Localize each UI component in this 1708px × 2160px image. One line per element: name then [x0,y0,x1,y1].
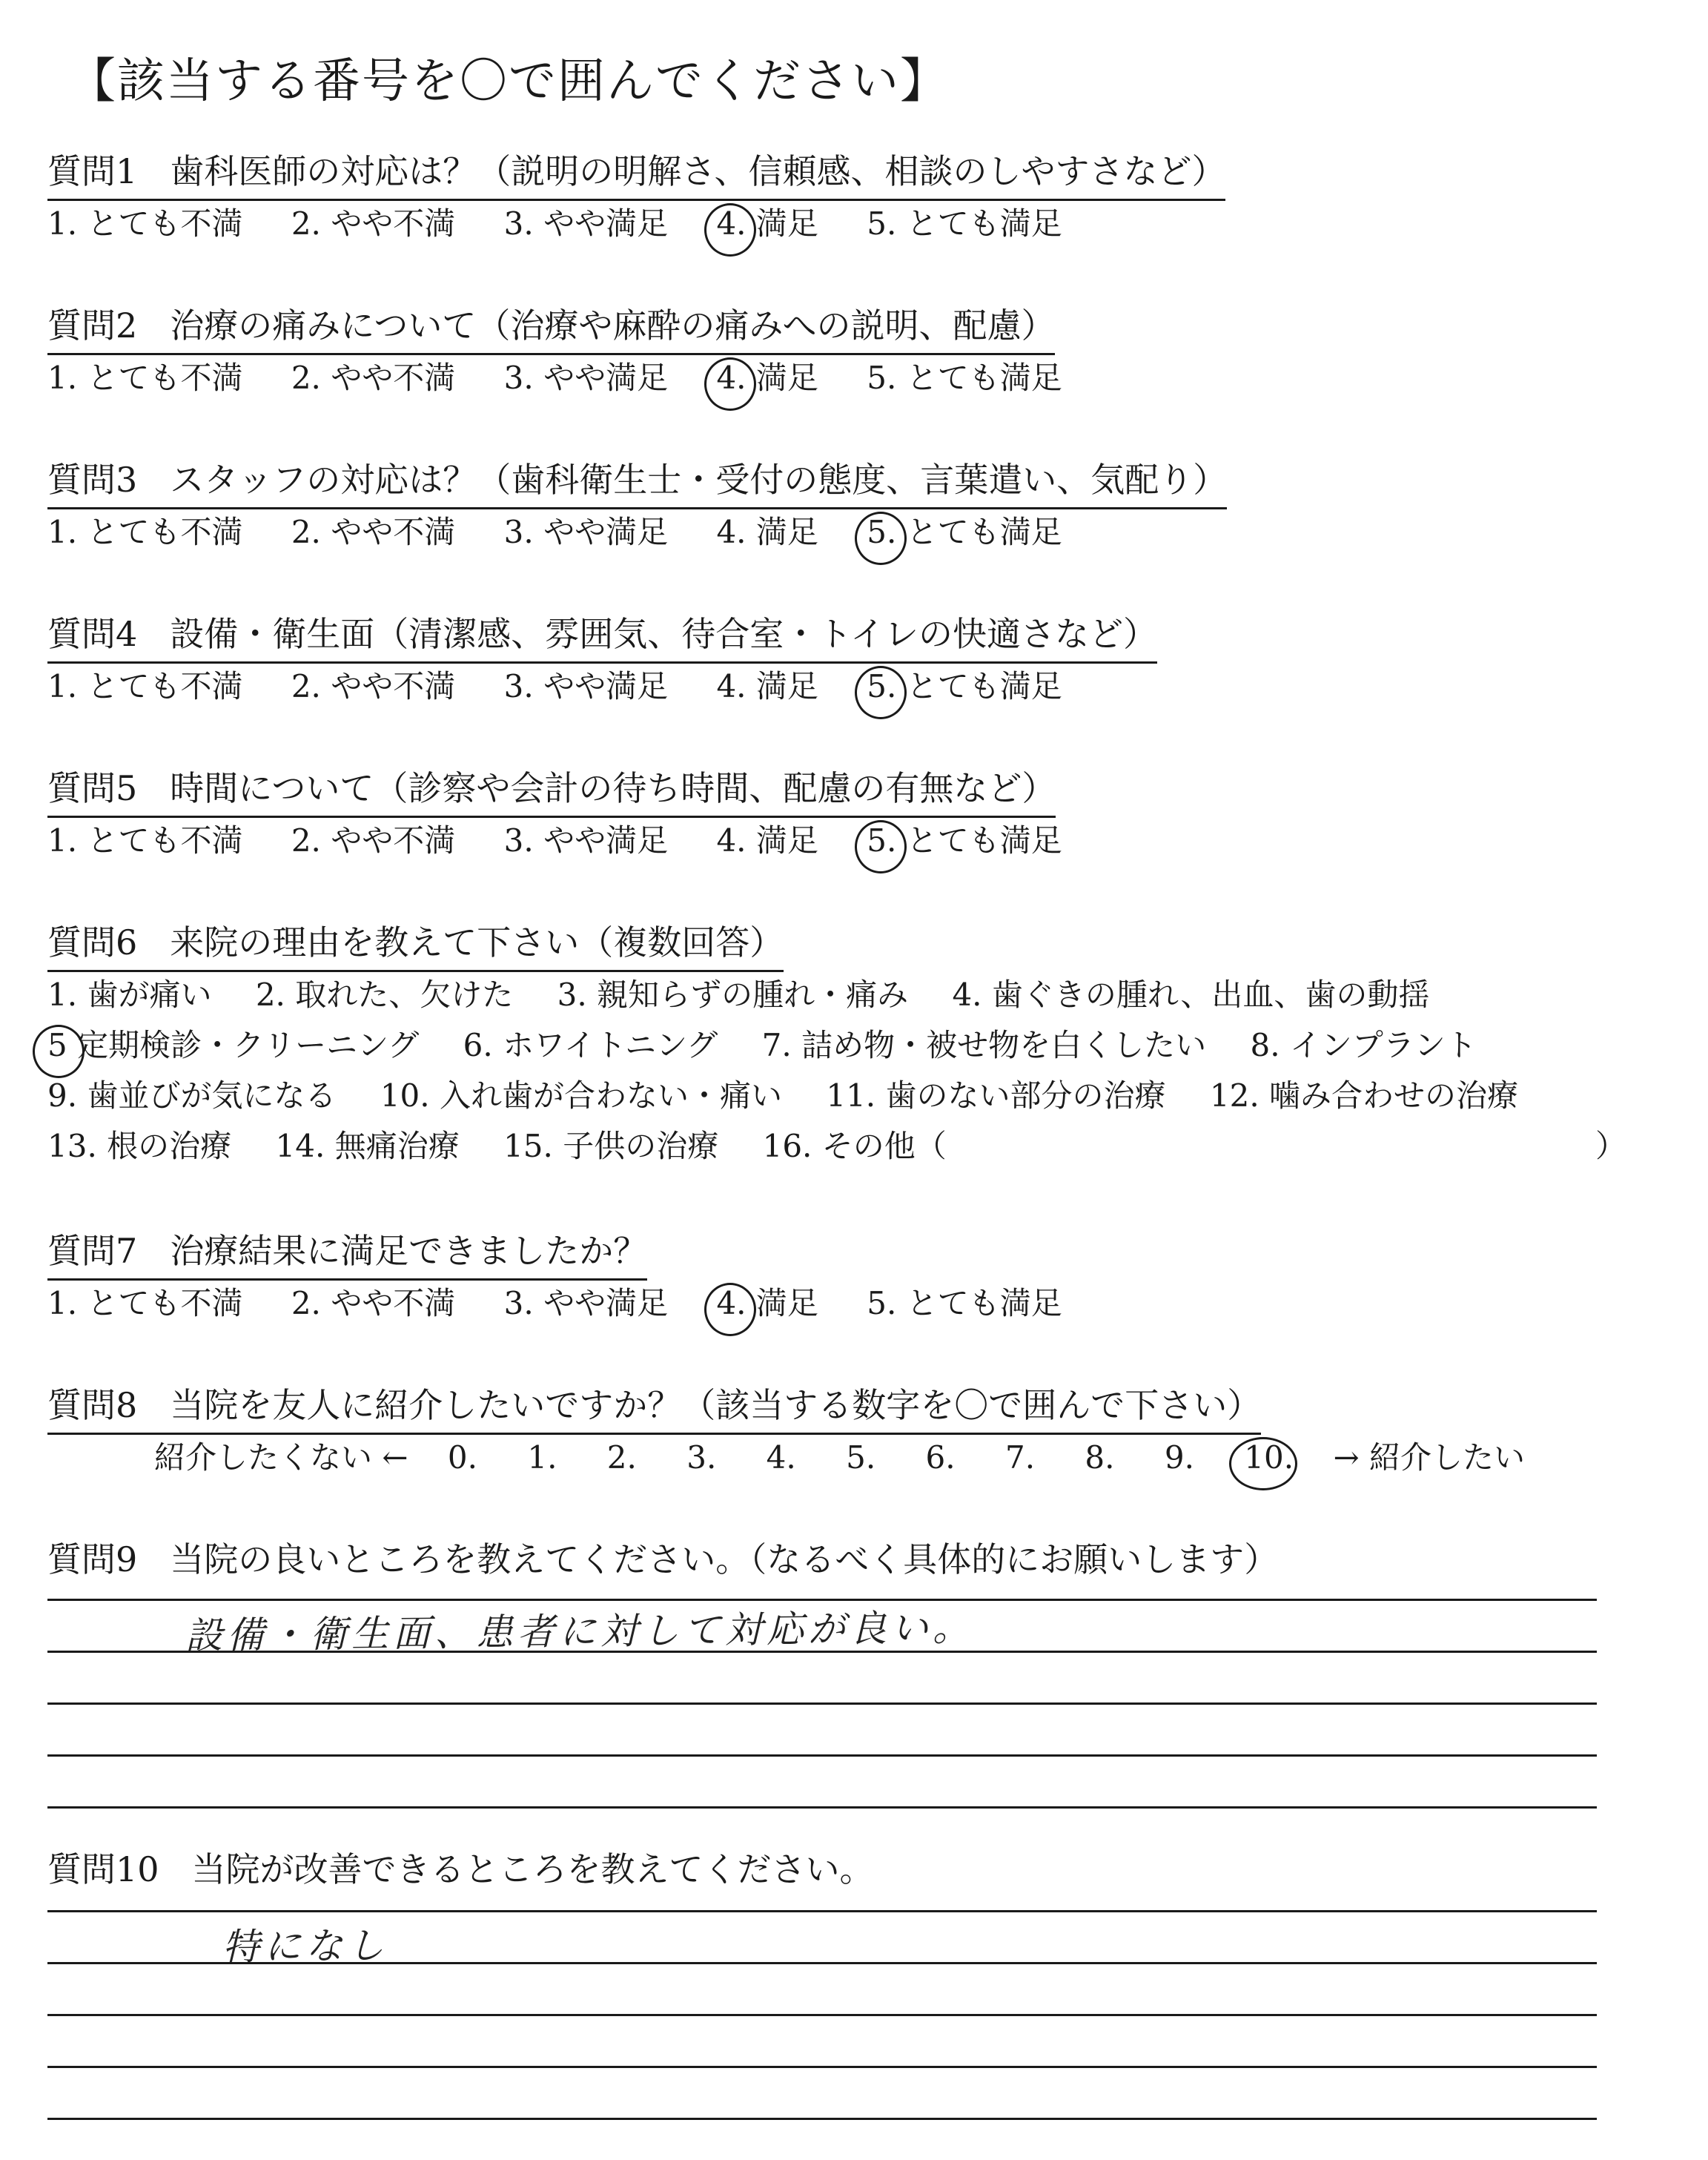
q6-option-13-num: 13. [47,1128,97,1164]
q5-option-3-num: 3. [503,822,534,859]
question-7-options [47,1281,1062,1326]
q7-option-1-label: とても不満 [87,1285,243,1321]
q6-option-11-num: 11. [826,1077,876,1114]
q6-other-close: ） [1595,1128,1627,1164]
q7-option-3-num: 3. [503,1285,534,1321]
q1-option-1-label: とても不満 [87,205,243,242]
q6-row-1 [47,973,1463,1017]
q6-option-12-label: 噛み合わせの治療 [1269,1077,1519,1114]
q1-option-5-num: 5. [867,205,897,242]
q6-option-8-label: インプラント [1289,1027,1477,1063]
answer-line [47,2118,1597,2120]
q7-option-4[interactable] [716,1281,818,1326]
question-10-number: 質問10 [47,1849,159,1889]
q6-option-16-num: 16. [762,1128,812,1164]
q7-option-3-label: やや満足 [543,1285,669,1321]
q6-option-5-num: 5 [47,1027,67,1063]
q1-option-1-num: 1. [47,205,78,242]
question-10-text: 当院が改善できるところを教えてください。 [191,1849,874,1889]
question-2-options [47,356,1062,400]
q2-option-3-label: やや満足 [543,360,669,396]
q1-option-4[interactable] [716,202,818,246]
q7-option-5-label: とても満足 [906,1285,1062,1321]
q6-row-4 [47,1124,981,1169]
q8-option-1[interactable]: 1. [527,1439,557,1476]
question-7-text: 治療結果に満足できましたか？ [170,1231,648,1271]
q3-option-4-num: 4. [716,514,747,550]
q3-option-2-label: やや不満 [331,514,456,550]
q6-option-8[interactable] [1250,1023,1476,1068]
question-9-number: 質問9 [47,1539,138,1579]
q6-option-6-label: ホワイトニング [503,1027,718,1063]
q6-option-3-label: 親知らずの腫れ・痛み [597,977,909,1013]
q6-option-16-label: その他（ [821,1128,947,1164]
question-8-number: 質問8 [47,1385,138,1425]
q6-option-6[interactable] [463,1023,718,1068]
q8-left-label: 紹介したくない ← [154,1439,408,1476]
q3-option-5[interactable] [867,510,1062,555]
q2-option-4-num: 4. [716,360,747,396]
question-2-text: 治療の痛みについて（治療や麻酔の痛みへの説明、配慮） [170,305,1056,346]
question-4-number: 質問4 [47,614,138,654]
q2-option-1[interactable] [47,356,242,400]
q1-option-5[interactable] [867,202,1062,246]
q2-option-3[interactable] [504,356,668,400]
q7-option-2-label: やや不満 [331,1285,456,1321]
q6-option-11[interactable] [826,1074,1165,1118]
question-4-title [47,611,1157,664]
q6-option-9[interactable] [47,1074,336,1118]
q8-option-8[interactable]: 8. [1085,1439,1115,1476]
q8-option-7[interactable]: 7. [1004,1439,1036,1476]
q6-option-5[interactable] [47,1023,419,1068]
q5-option-5[interactable] [867,819,1062,863]
q4-option-1-label: とても不満 [87,668,243,704]
q8-option-3[interactable]: 3. [686,1439,717,1476]
q6-option-7[interactable] [762,1023,1206,1068]
answer-line [47,1806,1597,1809]
q7-option-2[interactable] [291,1281,455,1326]
answer-line [47,1651,1597,1653]
q5-option-2-label: やや不満 [331,822,456,859]
q2-option-2[interactable] [291,356,455,400]
question-6-title [47,919,784,972]
page-header: 【該当する番号を〇で囲んでください】 [68,54,949,109]
q5-option-3-label: やや満足 [543,822,669,859]
q6-option-15[interactable] [503,1124,718,1169]
q8-option-5[interactable]: 5. [846,1439,876,1476]
q6-option-16[interactable] [763,1124,947,1169]
q6-option-1[interactable] [47,973,211,1017]
q4-option-5[interactable] [867,664,1062,709]
q2-option-5-label: とても満足 [906,360,1062,396]
q6-option-10-label: 入れ歯が合わない・痛い [439,1077,782,1114]
question-5-number: 質問5 [47,768,138,808]
q6-option-7-num: 7. [761,1027,792,1063]
q6-option-2[interactable] [256,973,513,1017]
answer-line [47,2066,1597,2068]
q8-option-10-num: 10. [1244,1439,1294,1476]
question-5-title [47,765,1056,818]
q4-option-2[interactable] [291,664,455,709]
question-8-title [47,1382,1261,1435]
q6-option-4[interactable] [952,973,1429,1017]
q2-option-4[interactable] [716,356,818,400]
q4-option-2-num: 2. [291,668,321,704]
q3-option-5-num: 5. [867,514,897,550]
q6-option-14[interactable] [276,1124,460,1169]
q8-option-10[interactable] [1244,1436,1294,1480]
q1-option-3-num: 3. [503,205,534,242]
q6-option-9-num: 9. [47,1077,78,1114]
q5-option-2-num: 2. [291,822,321,859]
q8-right-label: → 紹介したい [1333,1439,1525,1476]
answer-line [47,2014,1597,2016]
q4-option-4-num: 4. [716,668,747,704]
q5-option-2[interactable] [291,819,455,863]
question-6-number: 質問6 [47,922,138,962]
q4-option-4-label: 満足 [755,668,818,704]
q6-option-8-num: 8. [1250,1027,1280,1063]
q3-option-1-num: 1. [47,514,78,550]
q5-option-4-num: 4. [716,822,747,859]
question-3-title [47,457,1227,509]
question-1-text: 歯科医師の対応は？（説明の明解さ、信頼感、相談のしやすさなど） [170,151,1226,191]
question-8-text: 当院を友人に紹介したいですか？（該当する数字を〇で囲んで下さい） [170,1385,1262,1425]
q6-option-10[interactable] [380,1074,782,1118]
q6-option-10-num: 10. [380,1077,430,1114]
question-8-scale [154,1436,1565,1480]
answer-line [47,1754,1597,1757]
q6-option-14-label: 無痛治療 [334,1128,460,1164]
q6-option-15-num: 15. [503,1128,553,1164]
question-5-text: 時間について（診察や会計の待ち時間、配慮の有無など） [170,768,1056,808]
q2-option-5-num: 5. [867,360,897,396]
q6-row-2 [47,1023,1511,1068]
question-4-options [47,664,1062,709]
question-7-number: 質問7 [47,1231,138,1271]
q7-option-3[interactable] [504,1281,668,1326]
question-1-options [47,202,1062,246]
q3-option-1-label: とても不満 [87,514,243,550]
q4-option-3-num: 3. [503,668,534,704]
q3-option-5-label: とても満足 [906,514,1062,550]
q8-option-0[interactable]: 0. [447,1439,477,1476]
q3-option-3-num: 3. [503,514,534,550]
q7-option-2-num: 2. [291,1285,321,1321]
q6-option-12[interactable] [1210,1074,1518,1118]
q6-option-4-num: 4. [952,977,982,1013]
q7-option-4-label: 満足 [755,1285,818,1321]
q5-option-1-num: 1. [47,822,78,859]
question-3-number: 質問3 [47,460,138,500]
q1-option-2[interactable] [291,202,455,246]
q6-option-4-label: 歯ぐきの腫れ、出血、歯の動揺 [991,977,1430,1013]
q6-option-12-num: 12. [1209,1077,1260,1114]
q1-option-5-label: とても満足 [906,205,1062,242]
q2-option-1-num: 1. [47,360,78,396]
q5-option-4-label: 満足 [755,822,818,859]
question-10-answer[interactable]: 特になし [222,1923,389,1969]
q1-option-4-label: 満足 [755,205,818,242]
q7-option-5[interactable] [867,1281,1062,1326]
q1-option-3[interactable] [504,202,668,246]
answer-line [47,1910,1597,1912]
q8-option-9[interactable]: 9. [1164,1439,1194,1476]
question-2-title [47,303,1055,355]
q5-option-4[interactable] [716,819,818,863]
q6-option-6-num: 6. [463,1027,493,1063]
question-7-title [47,1228,647,1281]
question-1-title [47,148,1225,201]
q1-option-3-label: やや満足 [543,205,669,242]
question-4-text: 設備・衛生面（清潔感、雰囲気、待合室・トイレの快適さなど） [170,614,1157,654]
q3-option-2-num: 2. [291,514,321,550]
q8-option-2[interactable]: 2. [606,1439,637,1476]
q2-option-3-num: 3. [503,360,534,396]
q1-option-2-label: やや不満 [331,205,456,242]
q6-option-13-label: 根の治療 [107,1128,232,1164]
q4-option-3-label: やや満足 [543,668,669,704]
q2-option-4-label: 満足 [755,360,818,396]
question-9-answer[interactable]: 設備・衛生面、患者に対して対応が良い。 [185,1605,975,1657]
q7-option-1-num: 1. [47,1285,78,1321]
q3-option-1[interactable] [47,510,242,555]
q4-option-4[interactable] [716,664,818,709]
answer-line [47,1962,1597,1964]
q2-option-2-label: やや不満 [331,360,456,396]
question-9-title [47,1536,1278,1587]
question-3-options [47,510,1062,555]
q3-option-3-label: やや満足 [543,514,669,550]
q3-option-3[interactable] [504,510,668,555]
question-10-title [47,1846,874,1897]
q4-option-5-num: 5. [867,668,897,704]
q5-option-5-num: 5. [867,822,897,859]
q8-option-6[interactable]: 6. [925,1439,956,1476]
q6-option-1-num: 1. [47,977,78,1013]
q2-option-1-label: とても不満 [87,360,243,396]
q1-option-4-num: 4. [716,205,747,242]
question-1-number: 質問1 [47,151,138,191]
q7-option-4-num: 4. [716,1285,747,1321]
q4-option-3[interactable] [504,664,668,709]
q6-option-1-label: 歯が痛い [87,977,212,1013]
q7-option-1[interactable] [47,1281,242,1326]
q5-option-5-label: とても満足 [906,822,1062,859]
q5-option-3[interactable] [504,819,668,863]
q2-option-5[interactable] [867,356,1062,400]
q6-row-3 [47,1074,1552,1118]
q4-option-2-label: やや不満 [331,668,456,704]
q1-option-2-num: 2. [291,205,321,242]
question-5-options [47,819,1062,863]
q5-option-1-label: とても不満 [87,822,243,859]
q6-option-2-num: 2. [255,977,285,1013]
q7-option-5-num: 5. [867,1285,897,1321]
question-2-number: 質問2 [47,305,138,346]
q6-option-5-label: 定期検診・クリーニング [77,1027,420,1063]
q6-option-3[interactable] [557,973,908,1017]
q6-option-7-label: 詰め物・被せ物を白くしたい [801,1027,1207,1063]
q3-option-4-label: 満足 [755,514,818,550]
q3-option-2[interactable] [291,510,455,555]
question-3-text: スタッフの対応は？（歯科衛生士・受付の態度、言葉遣い、気配り） [170,460,1228,500]
q4-option-5-label: とても満足 [906,668,1062,704]
answer-line [47,1702,1597,1705]
q4-option-1[interactable] [47,664,242,709]
q6-option-15-label: 子供の治療 [563,1128,719,1164]
q6-option-3-num: 3. [557,977,587,1013]
q3-option-4[interactable] [716,510,818,555]
q2-option-2-num: 2. [291,360,321,396]
question-9-text: 当院の良いところを教えてください。（なるべく具体的にお願いします） [170,1539,1279,1579]
q6-option-13[interactable] [47,1124,231,1169]
q1-option-1[interactable] [47,202,242,246]
q5-option-1[interactable] [47,819,242,863]
q6-option-2-label: 取れた、欠けた [295,977,514,1013]
q6-option-14-num: 14. [275,1128,325,1164]
q6-option-11-label: 歯のない部分の治療 [885,1077,1166,1114]
q8-option-4[interactable]: 4. [766,1439,796,1476]
question-6-text: 来院の理由を教えて下さい（複数回答） [170,922,784,962]
q6-option-9-label: 歯並びが気になる [87,1077,337,1114]
q4-option-1-num: 1. [47,668,78,704]
